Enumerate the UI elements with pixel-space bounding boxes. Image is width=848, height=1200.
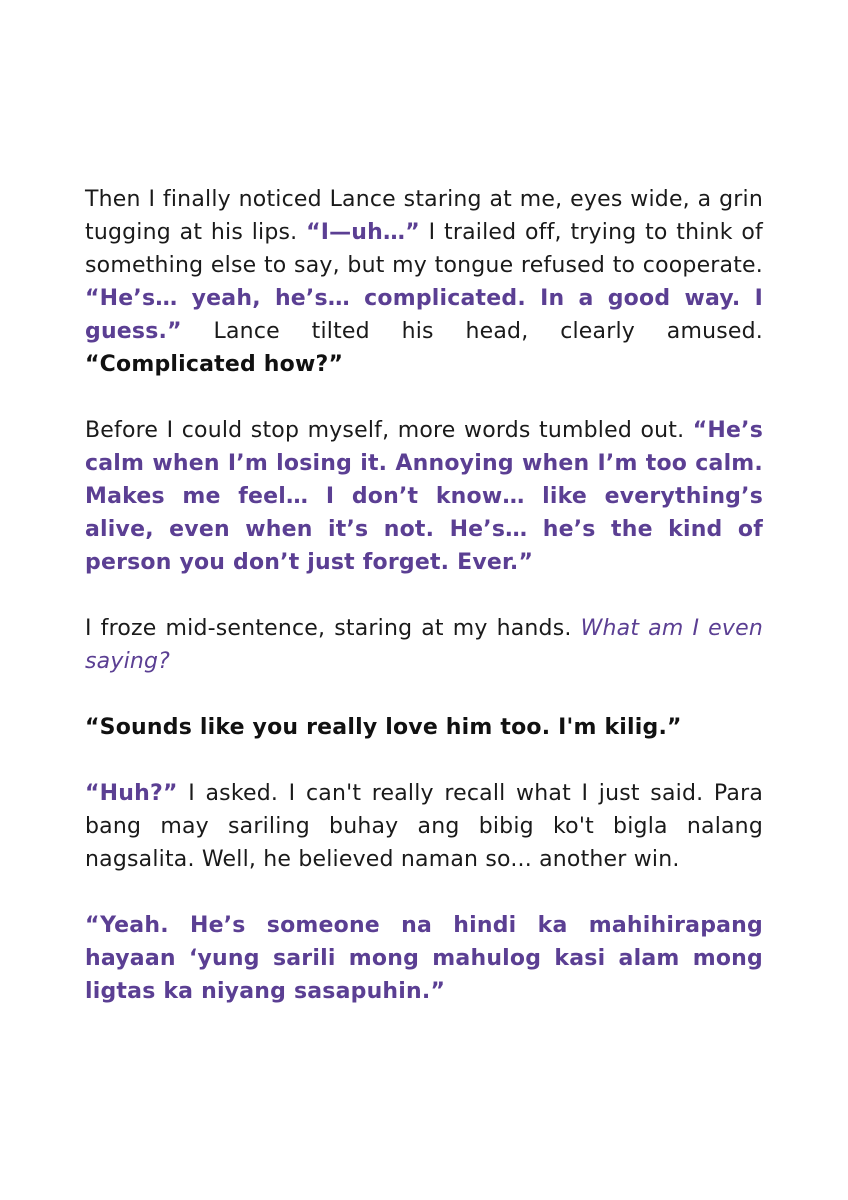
narration: Then I finally noticed Lance staring at me, eyes wide, a grin tugging at his lips. bbox=[85, 187, 763, 245]
paragraph-2 bbox=[85, 414, 763, 579]
paragraph-4 bbox=[85, 711, 763, 744]
inner-thought: What am I even saying? bbox=[85, 616, 763, 674]
paragraph-3 bbox=[85, 612, 763, 678]
dialogue-narrator: “He’s calm when I’m losing it. Annoying when I’m too calm. Makes me feel… I don’t know… like everything’s alive, even when it’s not. He’s… he’s the kind of person you don’t just forget. Ever.” bbox=[85, 418, 763, 575]
narration: Lance tilted his head, clearly amused. bbox=[181, 319, 763, 344]
paragraph-5 bbox=[85, 777, 763, 876]
dialogue-lance: “Sounds like you really love him too. I'm kilig.” bbox=[85, 715, 682, 740]
dialogue-lance: “Complicated how?” bbox=[85, 352, 344, 377]
paragraph-6 bbox=[85, 909, 763, 1008]
narration: I froze mid-sentence, staring at my hands. bbox=[85, 616, 581, 641]
narration: I trailed off, trying to think of something else to say, but my tongue refused to cooperate. bbox=[85, 220, 763, 278]
dialogue-narrator: “He’s… yeah, he’s… complicated. In a good way. I guess.” bbox=[85, 286, 763, 344]
dialogue-narrator: “Huh?” bbox=[85, 781, 178, 806]
book-page bbox=[85, 183, 763, 1041]
narration: I asked. I can't really recall what I just said. Para bang may sariling buhay ang bibig ko't bigla nalang nagsalita. Well, he believed naman so... another win. bbox=[85, 781, 763, 872]
dialogue-narrator: “Yeah. He’s someone na hindi ka mahihirapang hayaan ‘yung sarili mong mahulog kasi alam mong ligtas ka niyang sasapuhin.” bbox=[85, 913, 763, 1004]
dialogue-narrator: “I—uh…” bbox=[306, 220, 420, 245]
paragraph-1 bbox=[85, 183, 763, 381]
narration: Before I could stop myself, more words tumbled out. bbox=[85, 418, 693, 443]
